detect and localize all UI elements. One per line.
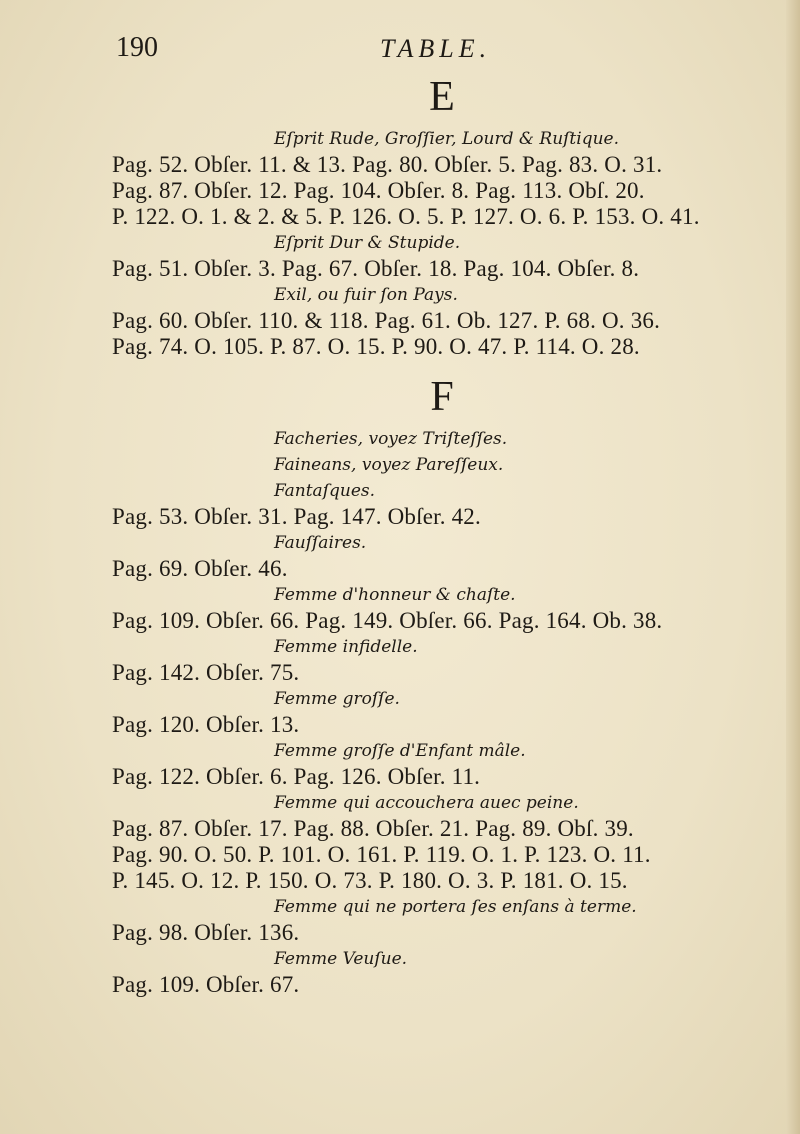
reference-line: Pag. 120. Obſer. 13. bbox=[112, 712, 300, 737]
reference-line: Pag. 90. O. 50. P. 101. O. 161. P. 119. O. 1. P. 123. O. 11. bbox=[112, 842, 651, 867]
index-entry bbox=[112, 894, 772, 946]
page-number: 190 bbox=[116, 32, 158, 63]
index-entry bbox=[112, 426, 772, 452]
reference-line: P. 122. O. 1. & 2. & 5. P. 126. O. 5. P. 127. O. 6. P. 153. O. 41. bbox=[112, 204, 700, 229]
index-entry bbox=[112, 478, 772, 530]
entry-term: Facheries, voyez Triſteſſes. bbox=[274, 429, 508, 449]
section-e bbox=[112, 74, 772, 360]
reference-line: Pag. 87. Obſer. 17. Pag. 88. Obſer. 21. Pag. 89. Obſ. 39. bbox=[112, 816, 634, 841]
entry-term: Eſprit Dur & Stupide. bbox=[274, 233, 461, 253]
page-header bbox=[112, 30, 762, 70]
section-f bbox=[112, 374, 772, 998]
reference-line: Pag. 109. Obſer. 67. bbox=[112, 972, 300, 997]
entry-term: Femme qui accouchera auec peine. bbox=[274, 793, 579, 813]
index-entry bbox=[112, 126, 772, 230]
entry-term: Femme infidelle. bbox=[274, 637, 418, 657]
reference-line: Pag. 74. O. 105. P. 87. O. 15. P. 90. O. 47. P. 114. O. 28. bbox=[112, 334, 640, 359]
entry-term: Femme groſſe d'Enfant mâle. bbox=[274, 741, 526, 761]
reference-line: Pag. 53. Obſer. 31. Pag. 147. Obſer. 42. bbox=[112, 504, 481, 529]
section-letter: F bbox=[430, 374, 454, 420]
index-entry bbox=[112, 530, 772, 582]
entry-term: Femme d'honneur & chaſte. bbox=[274, 585, 516, 605]
entry-term: Femme Veuſue. bbox=[274, 949, 408, 969]
entry-term: Eſprit Rude, Groſſier, Lourd & Ruſtique. bbox=[274, 129, 619, 149]
index-entry bbox=[112, 790, 772, 894]
reference-line: Pag. 122. Obſer. 6. Pag. 126. Obſer. 11. bbox=[112, 764, 481, 789]
running-title: TABLE. bbox=[380, 34, 492, 63]
reference-line: Pag. 98. Obſer. 136. bbox=[112, 920, 300, 945]
reference-line: Pag. 52. Obſer. 11. & 13. Pag. 80. Obſer. 5. Pag. 83. O. 31. bbox=[112, 152, 663, 177]
reference-line: Pag. 69. Obſer. 46. bbox=[112, 556, 288, 581]
index-entry bbox=[112, 282, 772, 360]
reference-line: P. 145. O. 12. P. 150. O. 73. P. 180. O. 3. P. 181. O. 15. bbox=[112, 868, 628, 893]
entry-term: Femme qui ne portera ſes enſans à terme. bbox=[274, 897, 637, 917]
reference-line: Pag. 109. Obſer. 66. Pag. 149. Obſer. 66. Pag. 164. Ob. 38. bbox=[112, 608, 663, 633]
index-entry bbox=[112, 686, 772, 738]
index-entry bbox=[112, 946, 772, 998]
entry-term: Faineans, voyez Pareſſeux. bbox=[274, 455, 504, 475]
index-entry bbox=[112, 452, 772, 478]
reference-line: Pag. 60. Obſer. 110. & 118. Pag. 61. Ob. 127. P. 68. O. 36. bbox=[112, 308, 661, 333]
entry-term: Exil, ou fuir ſon Pays. bbox=[274, 285, 458, 305]
reference-line: Pag. 51. Obſer. 3. Pag. 67. Obſer. 18. Pag. 104. Obſer. 8. bbox=[112, 256, 640, 281]
reference-line: Pag. 142. Obſer. 75. bbox=[112, 660, 300, 685]
index-entry bbox=[112, 230, 772, 282]
entry-term: Fauſſaires. bbox=[274, 533, 367, 553]
index-content bbox=[112, 72, 772, 998]
index-entry bbox=[112, 738, 772, 790]
page-edge bbox=[786, 0, 800, 1134]
index-entry bbox=[112, 582, 772, 634]
index-entry bbox=[112, 634, 772, 686]
reference-line: Pag. 87. Obſer. 12. Pag. 104. Obſer. 8. Pag. 113. Obſ. 20. bbox=[112, 178, 645, 203]
entry-term: Femme groſſe. bbox=[274, 689, 400, 709]
section-letter: E bbox=[429, 74, 455, 120]
entry-term: Fantaſques. bbox=[274, 481, 376, 501]
